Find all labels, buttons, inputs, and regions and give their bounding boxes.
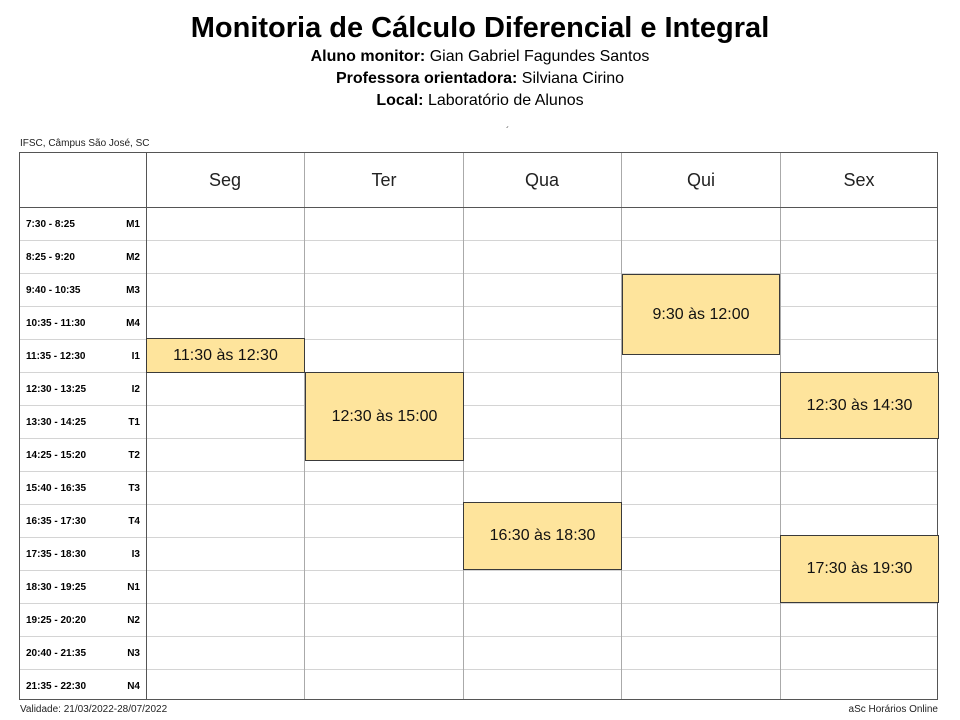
- period-time: 20:40 - 21:35: [26, 648, 87, 659]
- page-title: Monitoria de Cálculo Diferencial e Integral: [190, 12, 770, 44]
- row-divider: [20, 273, 937, 274]
- column-divider: [621, 153, 622, 699]
- period-time: 12:30 - 13:25: [26, 384, 87, 395]
- period-code: M2: [126, 252, 140, 263]
- row-divider: [20, 471, 937, 472]
- period-row: [20, 538, 146, 571]
- day-header-sex: Sex: [843, 170, 875, 190]
- period-row: [20, 340, 146, 373]
- period-time: 10:35 - 11:30: [26, 318, 86, 329]
- period-time: 18:30 - 19:25: [26, 582, 87, 593]
- row-divider: [20, 306, 937, 307]
- day-header-seg: Seg: [208, 170, 242, 190]
- period-row: [20, 670, 146, 703]
- schedule-block-qui[interactable]: 9:30 às 12:00: [622, 274, 780, 355]
- row-divider: [20, 240, 937, 241]
- location-name: Laboratório de Alunos: [427, 92, 584, 109]
- period-row: [20, 208, 146, 241]
- schedule-block-qua[interactable]: 16:30 às 18:30: [463, 502, 622, 570]
- institution-label: IFSC, Câmpus São José, SC: [20, 138, 150, 149]
- row-divider: [20, 669, 937, 670]
- period-time: 17:35 - 18:30: [26, 549, 87, 560]
- period-code: M1: [126, 219, 140, 230]
- row-divider: [20, 636, 937, 637]
- period-row: [20, 307, 146, 340]
- advisor-label: Professora orientadora:: [335, 70, 518, 87]
- period-code: T4: [128, 516, 140, 527]
- validity-label: Validade: 21/03/2022-28/07/2022: [20, 704, 168, 715]
- schedule-block-sex-1[interactable]: 12:30 às 14:30: [780, 372, 939, 439]
- schedule-grid: [19, 152, 938, 700]
- page-header: [0, 10, 960, 112]
- period-time: 7:30 - 8:25: [26, 219, 75, 230]
- monitor-label: Aluno monitor:: [310, 48, 426, 65]
- period-row: [20, 274, 146, 307]
- header-divider: [20, 207, 937, 208]
- period-code: M4: [126, 318, 140, 329]
- period-code: T3: [128, 483, 140, 494]
- schedule-block-seg[interactable]: 11:30 às 12:30: [146, 338, 305, 373]
- period-time: 16:35 - 17:30: [26, 516, 87, 527]
- advisor-line: [0, 68, 960, 90]
- location-line: [0, 90, 960, 112]
- period-row: [20, 406, 146, 439]
- period-row: [20, 604, 146, 637]
- row-divider: [20, 603, 937, 604]
- period-time: 19:25 - 20:20: [26, 615, 87, 626]
- monitor-name: Gian Gabriel Fagundes Santos: [429, 48, 650, 65]
- period-row: [20, 241, 146, 274]
- advisor-name: Silviana Cirino: [521, 70, 625, 87]
- schedule-block-sex-2[interactable]: 17:30 às 19:30: [780, 535, 939, 603]
- period-code: I3: [131, 549, 140, 560]
- day-header-qua: Qua: [524, 170, 560, 190]
- period-row: [20, 472, 146, 505]
- period-time: 9:40 - 10:35: [26, 285, 81, 296]
- period-row: [20, 571, 146, 604]
- stray-mark: ´: [506, 126, 510, 137]
- period-code: T2: [128, 450, 140, 461]
- period-time: 21:35 - 22:30: [26, 681, 87, 692]
- period-code: N1: [127, 582, 140, 593]
- period-time: 15:40 - 16:35: [26, 483, 87, 494]
- period-time: 11:35 - 12:30: [26, 351, 86, 362]
- period-row: [20, 637, 146, 670]
- schedule-block-ter[interactable]: 12:30 às 15:00: [305, 372, 464, 461]
- day-header-ter: Ter: [371, 170, 397, 190]
- period-code: I2: [131, 384, 140, 395]
- brand-label: aSc Horários Online: [848, 704, 938, 715]
- period-row: [20, 439, 146, 472]
- period-code: N2: [127, 615, 140, 626]
- period-code: T1: [128, 417, 140, 428]
- day-header-qui: Qui: [686, 170, 715, 190]
- period-code: N4: [127, 681, 140, 692]
- location-label: Local:: [376, 92, 424, 109]
- period-column-divider: [146, 153, 147, 699]
- period-time: 8:25 - 9:20: [26, 252, 75, 263]
- period-code: I1: [131, 351, 140, 362]
- period-row: [20, 373, 146, 406]
- period-row: [20, 505, 146, 538]
- period-time: 14:25 - 15:20: [26, 450, 87, 461]
- period-code: M3: [126, 285, 140, 296]
- period-time: 13:30 - 14:25: [26, 417, 87, 428]
- monitor-line: [0, 46, 960, 68]
- period-code: N3: [127, 648, 140, 659]
